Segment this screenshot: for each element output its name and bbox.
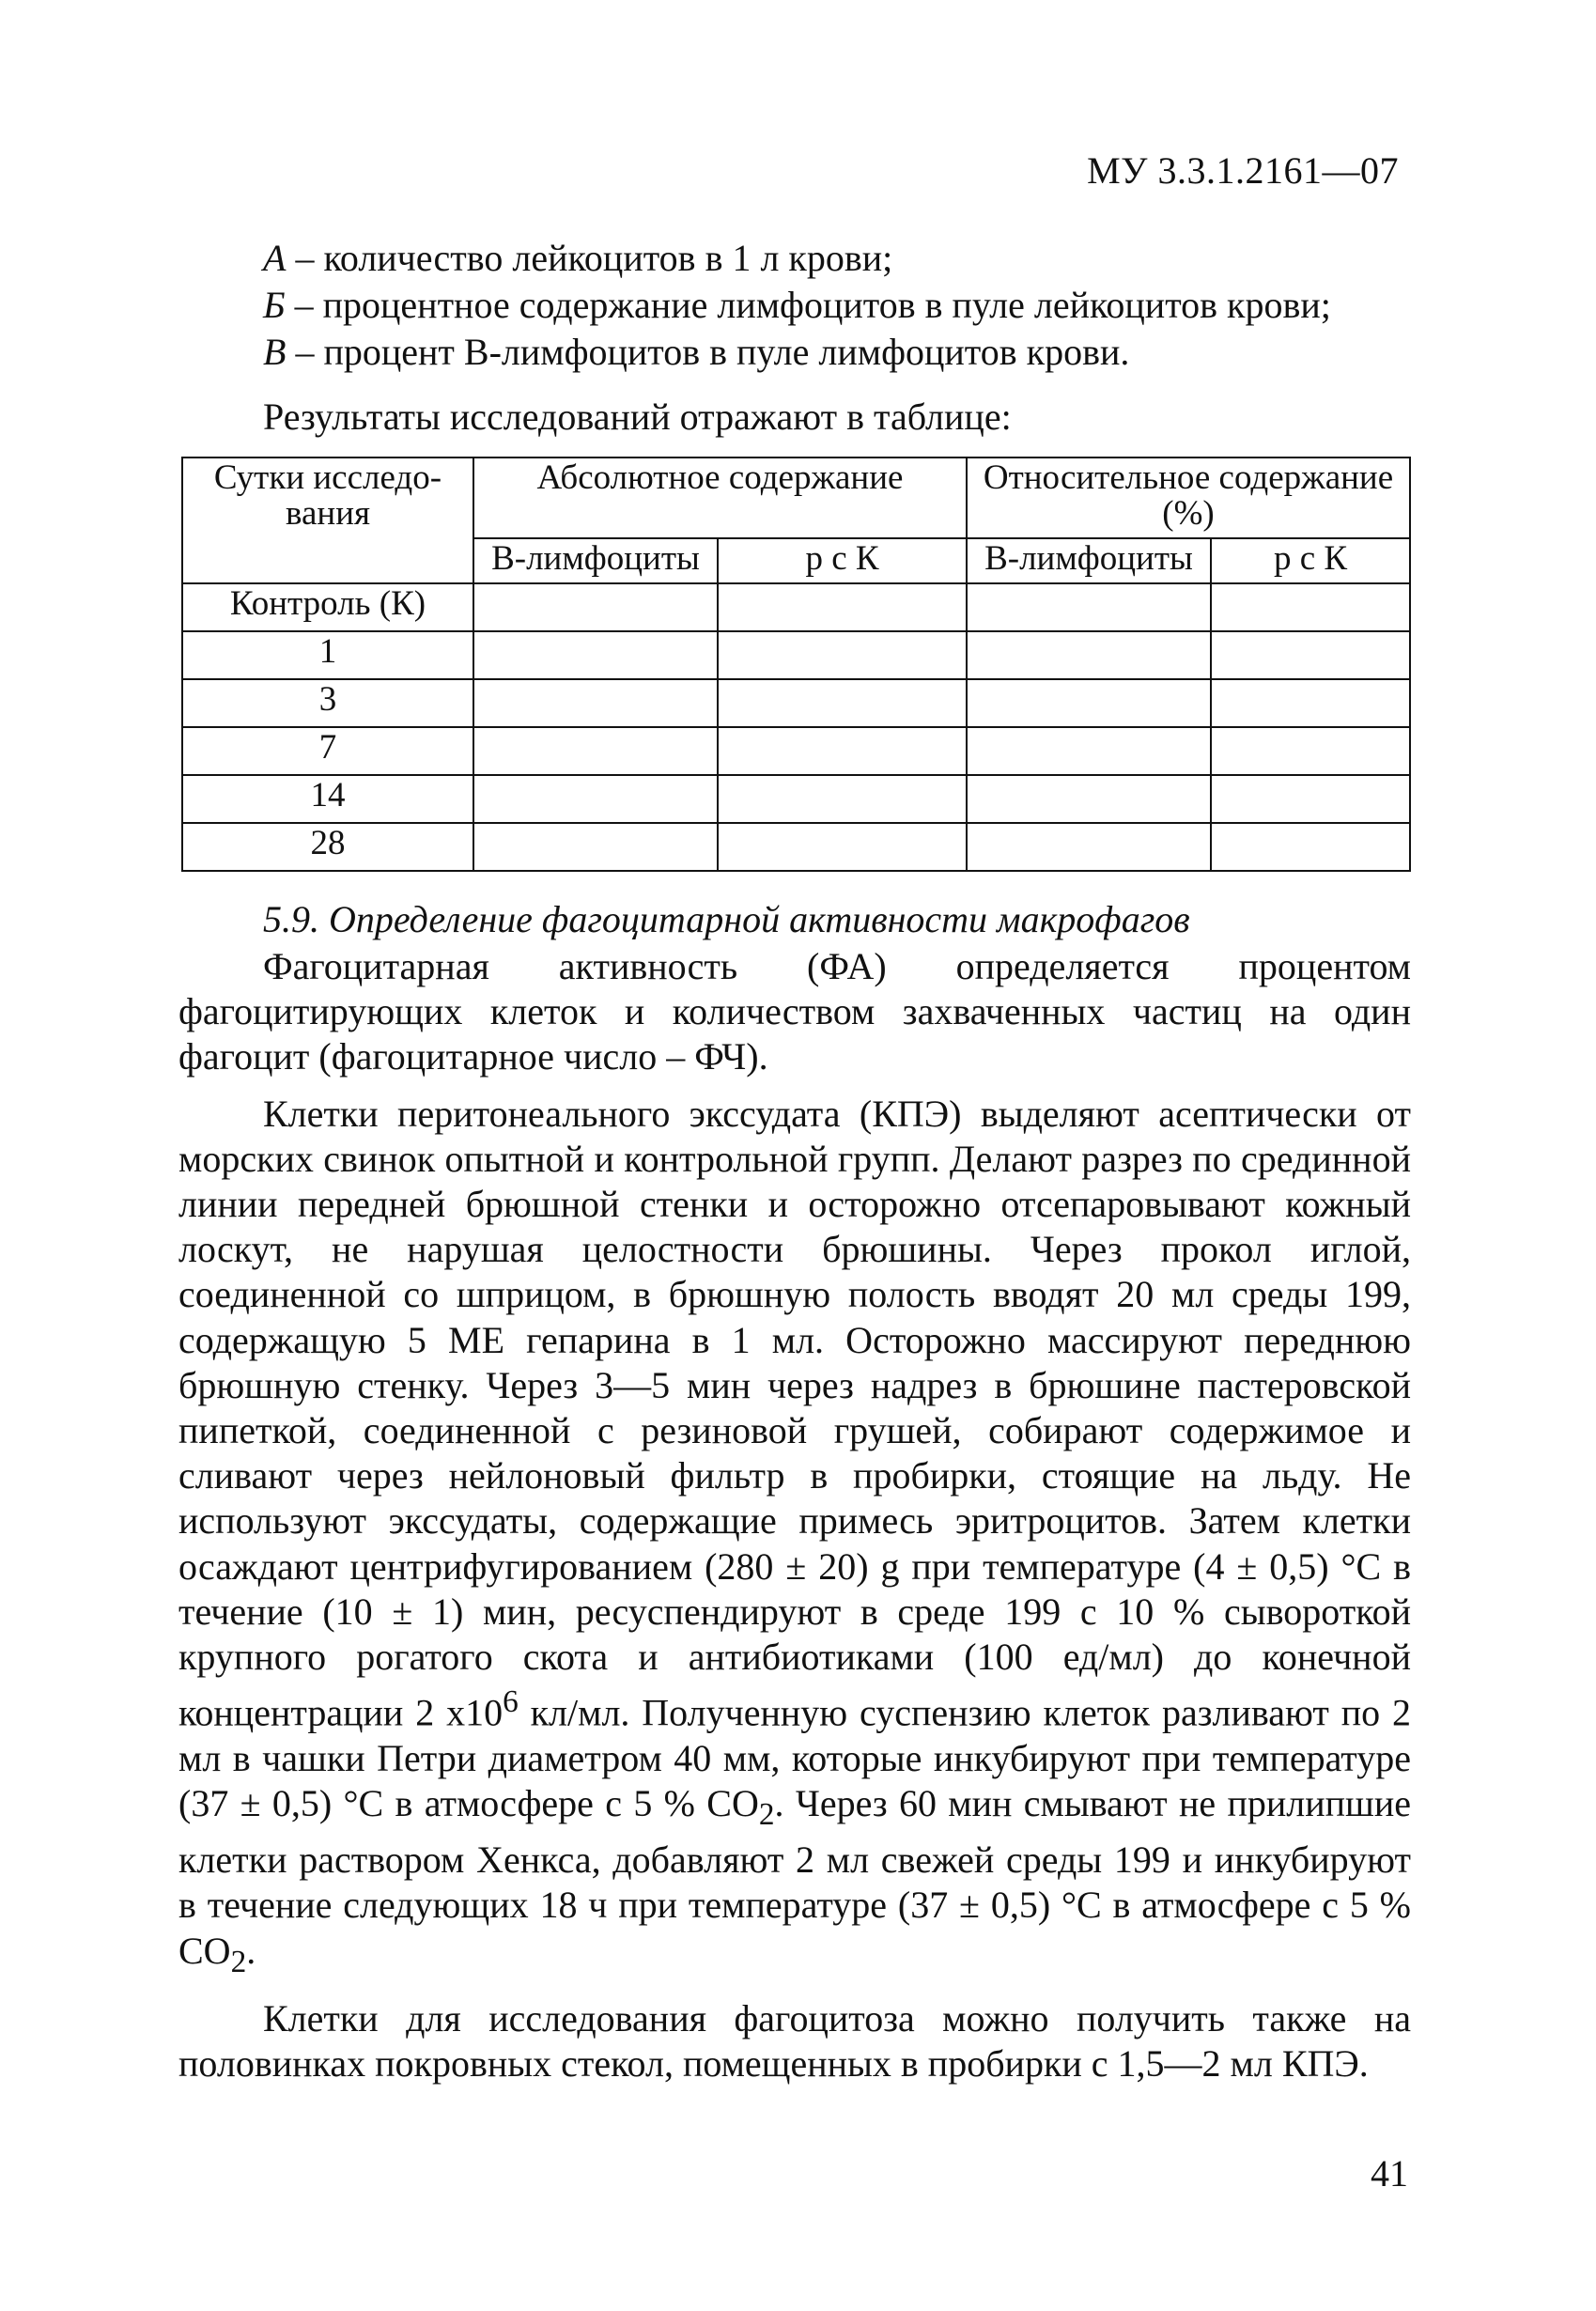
results-table <box>181 457 1411 872</box>
table-row <box>182 631 1410 679</box>
definition-a: А – количество лейкоцитов в 1 л крови; <box>263 237 893 279</box>
header-relative: Относительное содержание (%) <box>967 458 1410 538</box>
table-row <box>182 583 1410 631</box>
table-intro: Результаты исследований отражают в таблице: <box>263 396 1012 438</box>
subheader-b-lymph-rel: В-лимфоциты <box>967 538 1211 583</box>
subheader-b-lymph-abs: В-лимфоциты <box>473 538 718 583</box>
section-title: 5.9. Определение фагоцитарной активности макрофагов <box>263 898 1190 940</box>
table-row <box>182 679 1410 727</box>
subheader-p-abs: р с К <box>718 538 967 583</box>
row-label: 3 <box>182 679 473 727</box>
row-label: 14 <box>182 775 473 823</box>
table-row <box>182 823 1410 871</box>
definition-b: Б – процентное содержание лимфоцитов в пуле лейкоцитов крови; <box>263 284 1331 326</box>
definitions-list <box>263 235 1428 376</box>
table-row <box>182 775 1410 823</box>
subheader-p-rel: р с К <box>1211 538 1410 583</box>
paragraph-3: Клетки для исследования фагоцитоза можно получить также на половинках покровных стекол, помещенных в пробирки с 1,5—2 мл КПЭ. <box>178 1996 1411 2085</box>
row-label: Контроль (К) <box>182 583 473 631</box>
document-code: МУ 3.3.1.2161—07 <box>1087 149 1399 192</box>
page-number: 41 <box>1371 2152 1408 2195</box>
paragraph-1: Фагоцитарная активность (ФА) определяется процентом фагоцитирующих клеток и количеством захваченных частиц на один фагоцит (фагоцитарное число – ФЧ). <box>178 945 1411 1078</box>
definition-c: В – процент В-лимфоцитов в пуле лимфоцитов крови. <box>263 331 1130 373</box>
paragraph-2: Клетки перитонеального экссудата (КПЭ) выделяют асептически от морских свинок опытной и контрольной групп. Делают разрез по срединной линии передней брюшной стенки и осторожно отсепаровывают кожный лоскут, не нарушая целостности брюшины. Через прокол иглой, соединенной со шприцом, в брюшную полость вводят 20 мл среды 199, содержащую 5 МЕ гепарина в 1 мл. Осторожно массируют переднюю брюшную стенку. Через 3—5 мин через надрез в брюшине пастеровской пипеткой, соединенной с резиновой грушей, собирают содержимое и сливают через нейлоновый фильтр в пробирки, стоящие на льду. Не используют экссудаты, содержащие примесь эритроцитов. Затем клетки осаждают центрифугированием (280 ± 20) g при температуре (4 ± 0,5) °С в течение (10 ± 1) мин, ресуспендируют в среде 199 с 10 % сывороткой крупного рогатого скота и антибиотиками (100 ед/мл) до конечной концентрации 2 $х10^6$ кл/мл. Полученную суспензию клеток разливают по 2 мл в чашки Петри диаметром 40 мм, которые инкубируют при температуре (37 ± 0,5) °С в атмосфере с 5 % $СО_2$. Через 60 мин смывают не прилипшие клетки раствором Хенкса, добавляют 2 мл свежей среды 199 и инкубируют в течение следующих 18 ч при температуре (37 ± 0,5) °С в атмосфере с 5 % $СО_2$. <box>178 1092 1411 1979</box>
row-label: 7 <box>182 727 473 775</box>
row-label: 1 <box>182 631 473 679</box>
header-absolute: Абсолютное содержание <box>473 458 967 538</box>
row-label: 28 <box>182 823 473 871</box>
section-body <box>178 944 1411 2098</box>
header-day: Сутки исследо-вания <box>182 458 473 583</box>
table-row <box>182 727 1410 775</box>
